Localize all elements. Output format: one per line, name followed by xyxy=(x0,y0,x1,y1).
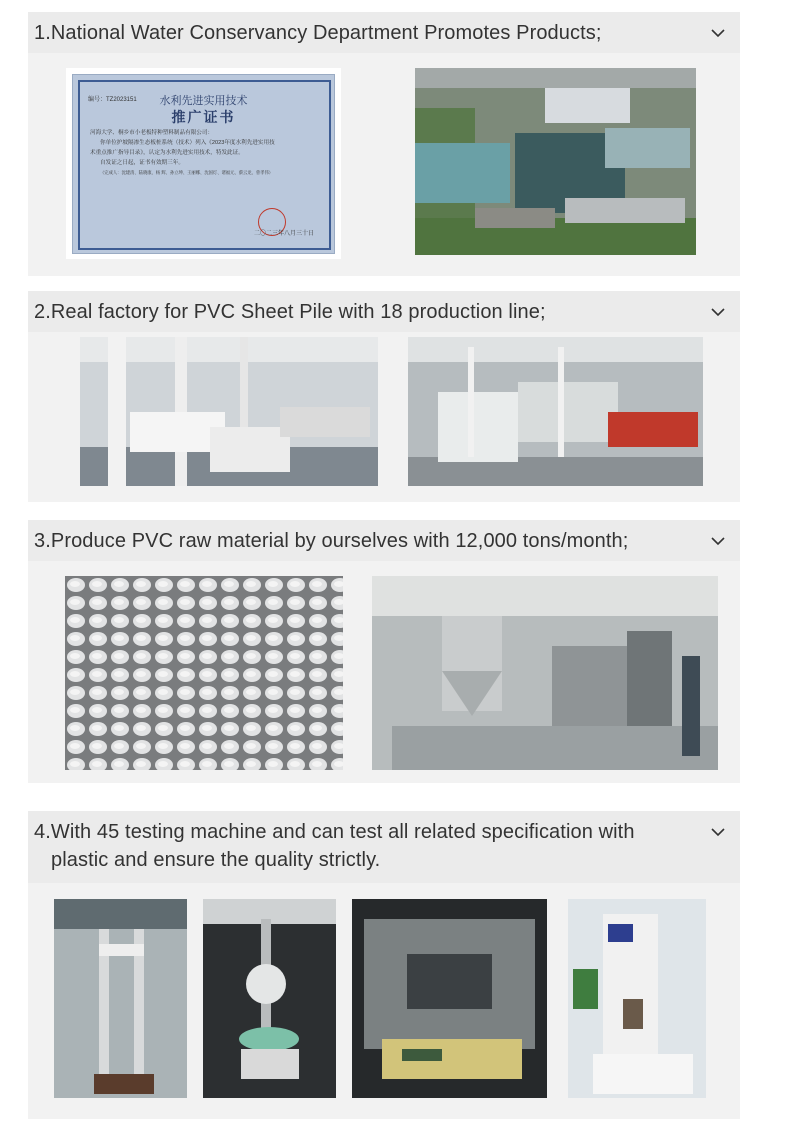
chevron-down-icon[interactable] xyxy=(710,25,726,41)
pvc-granules-image xyxy=(65,576,343,770)
section-2-title: 2.Real factory for PVC Sheet Pile with 18 production line; xyxy=(34,301,546,323)
certificate-image xyxy=(66,68,341,259)
hardness-tester-image xyxy=(203,899,336,1098)
certificate-heading: 水利先进实用技术 xyxy=(159,94,248,107)
chevron-down-icon[interactable] xyxy=(710,304,726,320)
chevron-down-icon[interactable] xyxy=(710,824,726,840)
density-balance-image xyxy=(352,899,547,1098)
section-3 xyxy=(28,520,740,783)
section-4-title-line-1: 4.With 45 testing machine and can test all related specification with xyxy=(34,821,635,843)
section-4 xyxy=(28,811,740,1119)
section-2 xyxy=(28,291,740,502)
section-1 xyxy=(28,12,740,276)
section-1-title: 1.National Water Conservancy Department Promotes Products; xyxy=(34,22,602,44)
certificate-number: 编号：TZ2023151 xyxy=(88,97,137,103)
impact-tester-image xyxy=(568,899,706,1098)
certificate-line-5: （完成人：沈建清、陆晓康、杨 辉、孙立坤、王丽娜、沈国灯、诸福元、蔡云龙、曾孝伟） xyxy=(100,170,274,175)
certificate-line-1: 河海大学、桐乡市小老板特种塑料制品有限公司： xyxy=(90,130,214,136)
tensile-tester-image xyxy=(54,899,187,1098)
section-1-header[interactable] xyxy=(28,12,740,53)
certificate-title: 推广证书 xyxy=(171,110,236,126)
compounding-machine-image xyxy=(372,576,718,770)
certificate-line-2: 你单位护坡隔渗生态板桩系统（技术）列入《2023年度水利先进实用技 xyxy=(100,140,275,146)
section-2-header[interactable] xyxy=(28,291,740,332)
section-4-header[interactable] xyxy=(28,811,740,883)
section-3-header[interactable] xyxy=(28,520,740,561)
production-floor-image xyxy=(80,337,378,486)
chevron-down-icon[interactable] xyxy=(710,533,726,549)
certificate-line-3: 术重点推广指导目录》，认定为水利先进实用技术，特发此证。 xyxy=(90,150,244,156)
section-4-title-line-2: plastic and ensure the quality strictly. xyxy=(51,849,381,871)
extrusion-line-image xyxy=(408,337,703,486)
factory-aerial-image xyxy=(415,68,696,255)
certificate-line-4: 自发证之日起，证书有效期三年。 xyxy=(100,160,184,166)
certificate-date: 二〇二三年八月三十日 xyxy=(254,231,315,237)
section-3-title: 3.Produce PVC raw material by ourselves with 12,000 tons/month; xyxy=(34,530,629,552)
